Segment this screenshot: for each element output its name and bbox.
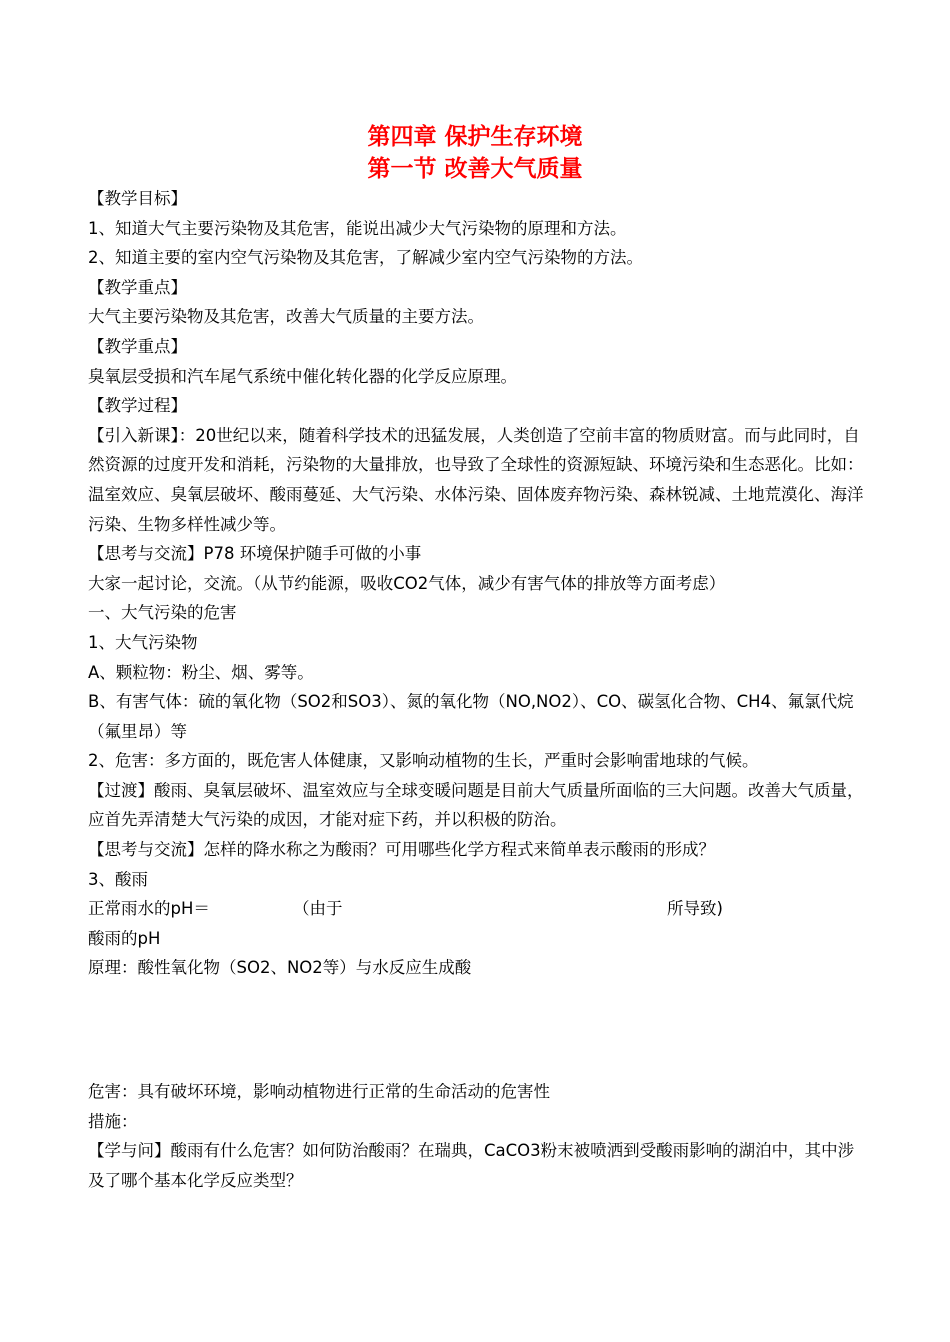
measures-label: 措施： [88, 1111, 138, 1131]
harm-text: 2、危害：多方面的，既危害人体健康，又影响动植物的生长，严重时会影响雷地球的气候。 [88, 751, 759, 771]
goals-header: 【教学目标】 [88, 189, 187, 208]
goal-1: 1、知道大气主要污染物及其危害，能说出减少大气污染物的原理和方法。 [88, 218, 627, 238]
item-a: A、颗粒物：粉尘、烟、雾等。 [88, 662, 314, 682]
goal-2: 2、知道主要的室内空气污染物及其危害，了解减少室内空气污染物的方法。 [88, 248, 643, 268]
cause-label: （由于 [293, 899, 343, 919]
section-1-heading: 一、大气污染的危害 [88, 603, 237, 623]
item-b: B、有害气体：硫的氧化物（SO2和SO3）、氮的氧化物（NO,NO2）、CO、碳氢化合物、CH4、氟氯代烷（氟里昂）等 [88, 692, 854, 741]
key-points-header: 【教学重点】 [88, 277, 187, 297]
acid-rain-ph: 酸雨的pH [88, 928, 161, 948]
document-body [88, 184, 868, 1195]
think-exchange-2: 【思考与交流】怎样的降水称之为酸雨？可用哪些化学方程式来简单表示酸雨的形成？ [88, 840, 715, 860]
subsection-1-heading: 1、大气污染物 [88, 632, 198, 652]
danger-text: 危害：具有破坏环境，影响动植物进行正常的生命活动的危害性 [88, 1082, 550, 1102]
normal-ph-line [88, 894, 868, 924]
acid-rain-heading: 3、酸雨 [88, 869, 148, 889]
think-exchange-1: 【思考与交流】P78 环境保护随手可做的小事 [88, 544, 422, 564]
result-label: 所导致) [667, 899, 723, 919]
blank-space [88, 983, 868, 1077]
key-points-text: 大气主要污染物及其危害，改善大气质量的主要方法。 [88, 307, 484, 327]
intro-paragraph: 【引入新课】：20世纪以来，随着科学技术的迅猛发展，人类创造了空前丰富的物质财富。而与此同时，自然资源的过度开发和消耗，污染物的大量排放，也导致了全球性的资源短缺、环境污染和生态恶化。比如：温室效应、臭氧层破坏、酸雨蔓延、大气污染、水体污染、固体废弃物污染、森林锐减、土地荒漠化、海洋污染、生物多样性减少等。 [88, 425, 864, 534]
difficult-points-header: 【教学重点】 [88, 336, 187, 356]
chapter-title: 第四章 保护生存环境 [367, 124, 583, 150]
principle-text: 原理：酸性氧化物（SO2、NO2等）与水反应生成酸 [88, 958, 472, 978]
normal-ph-label: 正常雨水的pH＝ [88, 899, 210, 919]
section-title: 第一节 改善大气质量 [367, 156, 583, 182]
difficult-points-text: 臭氧层受损和汽车尾气系统中催化转化器的化学反应原理。 [88, 366, 517, 386]
discussion-text: 大家一起讨论，交流。（从节约能源，吸收CO2气体，减少有害气体的排放等方面考虑） [88, 573, 726, 593]
learn-ask-paragraph: 【学与问】酸雨有什么危害？如何防治酸雨？在瑞典，CaCO3粉末被喷洒到受酸雨影响的湖泊中，其中涉及了哪个基本化学反应类型？ [88, 1141, 855, 1190]
transition-paragraph: 【过渡】酸雨、臭氧层破坏、温室效应与全球变暖问题是目前大气质量所面临的三大问题。改善大气质量，应首先弄清楚大气污染的成因，才能对症下药，并以积极的防治。 [88, 780, 864, 830]
process-header: 【教学过程】 [88, 396, 187, 416]
